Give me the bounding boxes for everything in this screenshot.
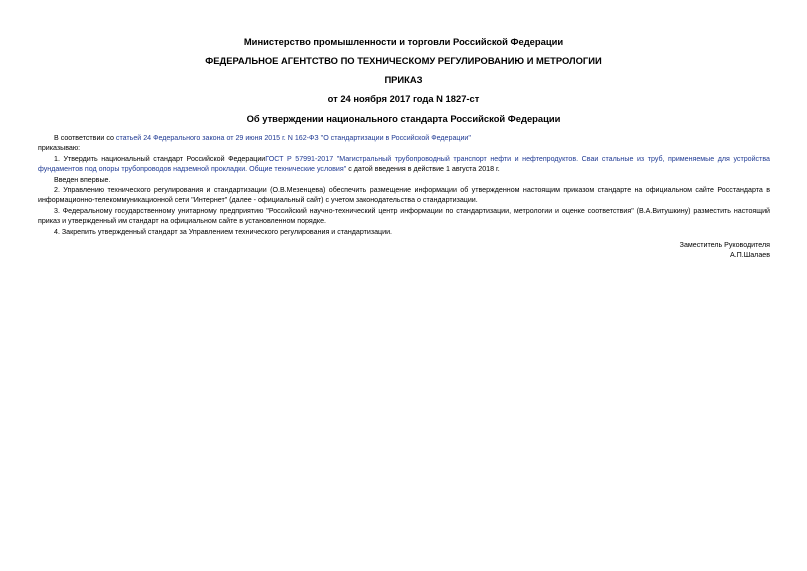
order-word: приказываю: [38,144,81,153]
intro-paragraph [38,133,770,143]
item-1-paragraph [38,154,770,175]
subject-heading: Об утверждении национального стандарта Российской Федерации [246,113,561,124]
item-1-suffix: с датой введения в действие 1 августа 2018 г. [346,165,500,174]
ministry-heading: Министерство промышленности и торговли Российской Федерации [243,36,564,47]
introduced-note: Введен впервые. [54,175,111,184]
intro-prefix: В соответствии со [54,134,116,142]
item-1-prefix: 1. Утвердить национальный стандарт Российской Федерации [54,154,266,163]
date-number-heading: от 24 ноября 2017 года N 1827-ст [327,93,480,104]
standard-link[interactable]: ГОСТ Р 57991-2017 "Магистральный трубопроводный транспорт нефти и нефтепродуктов. Сваи стальные из труб, применяемые для устройства фундаментов под опоры трубопроводов надземной прокладки. Общие технические условия" [38,154,770,174]
item-3-paragraph: 3. Федеральному государственному унитарному предприятию "Российский научно-технический центр информации по стандартизации, метрологии и оценке соответствия" (В.А.Витушкину) разместить настоящий приказ и утвержденный им стандарт на официальном сайте в установленном порядке. [38,206,770,226]
doc-type-heading: ПРИКАЗ [384,74,423,85]
document-body [38,133,770,261]
signature-name: А.П.Шалаев [729,251,770,260]
item-2-paragraph: 2. Управлению технического регулирования и стандартизации (О.В.Мезенцева) обеспечить размещение информации об утвержденном настоящим приказом стандарте на официальном сайте Росстандарта в информационно-телекоммуникационной сети "Интернет" (далее - официальный сайт) с учетом законодательства о стандартизации. [38,186,770,205]
agency-heading: ФЕДЕРАЛЬНОЕ АГЕНТСТВО ПО ТЕХНИЧЕСКОМУ РЕГУЛИРОВАНИЮ И МЕТРОЛОГИИ [205,55,602,66]
item-4-paragraph: 4. Закрепить утвержденный стандарт за Управлением технического регулирования и стандартизации. [54,227,393,236]
signature-title: Заместитель Руководителя [679,241,770,250]
law-link[interactable]: статьей 24 Федерального закона от 29 июня 2015 г. N 162-ФЗ "О стандартизации в Российской Федерации" [115,134,471,142]
